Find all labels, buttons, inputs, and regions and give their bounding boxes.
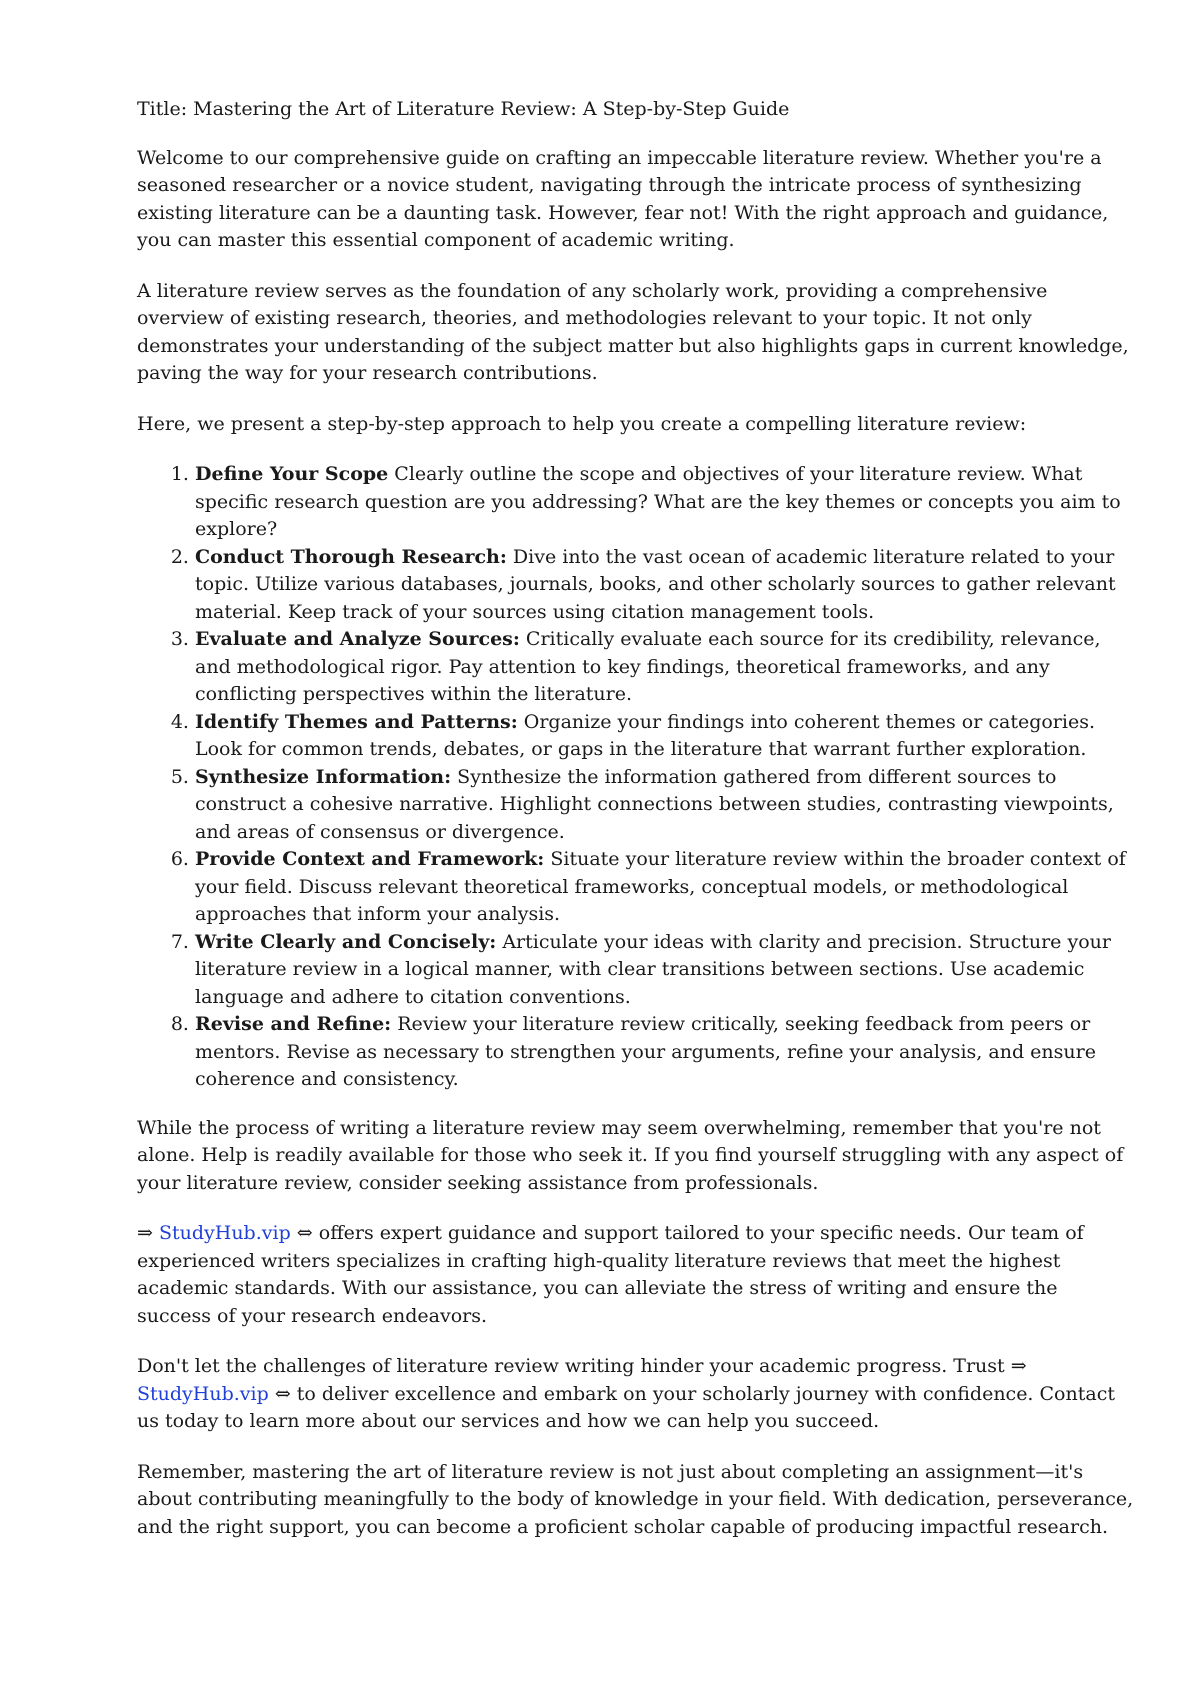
list-item [195, 709, 1137, 764]
step-text: Dive into the vast ocean of academic literature related to your topic. Utilize various databases, journals, books, and other scholarly sources to gather relevant material. Keep track of your sources using citation management tools. [195, 545, 1116, 623]
step-text: Synthesize the information gathered from different sources to construct a cohesive narrative. Highlight connections between studies, contrasting viewpoints, and areas of consensus or divergence. [195, 765, 1114, 843]
list-item [195, 764, 1137, 847]
process-paragraph: While the process of writing a literature review may seem overwhelming, remember that you're not alone. Help is readily available for those who seek it. If you find yourself struggling with any aspect of your literature review, consider seeking assistance from professionals. [137, 1116, 1124, 1194]
offer-paragraph [137, 1220, 1137, 1330]
arrow-prefix: ⇒ [137, 1222, 159, 1244]
offer-text: ⇔ offers expert guidance and support tailored to your specific needs. Our team of experienced writers specializes in crafting high-quality literature reviews that meet the highest academic standards. With our assistance, you can alleviate the stress of writing and ensure the success of your research endeavors. [137, 1222, 1084, 1327]
step-text: Clearly outline the scope and objectives of your literature review. What specific research question are you addressing? What are the key themes or concepts you aim to explore? [195, 463, 1121, 540]
document-title: Title: Mastering the Art of Literature Review: A Step-by-Step Guide [137, 98, 790, 120]
step-text: Review your literature review critically, seeking feedback from peers or mentors. Revise as necessary to strengthen your arguments, refine your analysis, and ensure coherence and consistency. [195, 1013, 1096, 1090]
trust-text-after: ⇔ to deliver excellence and embark on your scholarly journey with confidence. Contact us today to learn more about our services and how we can help you succeed. [137, 1382, 1115, 1432]
closing-paragraph: Remember, mastering the art of literature review is not just about completing an assignment—it's about contributing meaningfully to the body of knowledge in your field. With dedication, perseverance, and the right support, you can become a proficient scholar capable of producing impactful research. [137, 1460, 1134, 1538]
document-page [137, 96, 1137, 1564]
list-item [195, 544, 1137, 627]
step-text: Articulate your ideas with clarity and precision. Structure your literature review in a logical manner, with clear transitions between sections. Use academic language and adhere to citation conventions. [195, 930, 1111, 1008]
list-item [195, 846, 1137, 929]
step-title: Define Your Scope [195, 463, 389, 485]
step-title: Conduct Thorough Research: [195, 545, 507, 568]
step-text: Organize your findings into coherent themes or categories. Look for common trends, debates, or gaps in the literature that warrant further exploration. [195, 710, 1095, 760]
trust-paragraph [137, 1353, 1137, 1436]
list-item [195, 626, 1137, 709]
trust-text-before: Don't let the challenges of literature review writing hinder your academic progress. Trust ⇒ [137, 1355, 1027, 1377]
step-title: Provide Context and Framework: [195, 848, 545, 870]
steps-intro-paragraph: Here, we present a step-by-step approach to help you create a compelling literature review: [137, 412, 1027, 435]
foundation-paragraph: A literature review serves as the foundation of any scholarly work, providing a comprehensive overview of existing research, theories, and methodologies relevant to your topic. It not only demonstrates your understanding of the subject matter but also highlights gaps in current knowledge, paving the way for your research contributions. [137, 279, 1129, 384]
step-title: Identify Themes and Patterns: [195, 710, 518, 733]
list-item [195, 1011, 1137, 1094]
list-item [195, 929, 1137, 1012]
step-title: Write Clearly and Concisely: [195, 930, 497, 953]
step-title: Synthesize Information: [195, 765, 452, 788]
steps-list [137, 461, 1137, 1094]
studyhub-link[interactable]: StudyHub.vip [137, 1382, 269, 1405]
intro-paragraph: Welcome to our comprehensive guide on crafting an impeccable literature review. Whether you're a seasoned researcher or a novice student, navigating through the intricate process of synthesizing existing literature can be a daunting task. However, fear not! With the right approach and guidance, you can master this essential component of academic writing. [137, 146, 1109, 251]
studyhub-link[interactable]: StudyHub.vip [158, 1222, 291, 1244]
step-text: Critically evaluate each source for its credibility, relevance, and methodological rigor. Pay attention to key findings, theoretical frameworks, and any conflicting perspectives within the literature. [195, 628, 1101, 705]
step-text: Situate your literature review within the broader context of your field. Discuss relevant theoretical frameworks, conceptual models, or methodological approaches that inform your analysis. [195, 848, 1126, 925]
list-item [195, 461, 1137, 544]
step-title: Revise and Refine: [195, 1013, 392, 1035]
step-title: Evaluate and Analyze Sources: [195, 628, 520, 650]
